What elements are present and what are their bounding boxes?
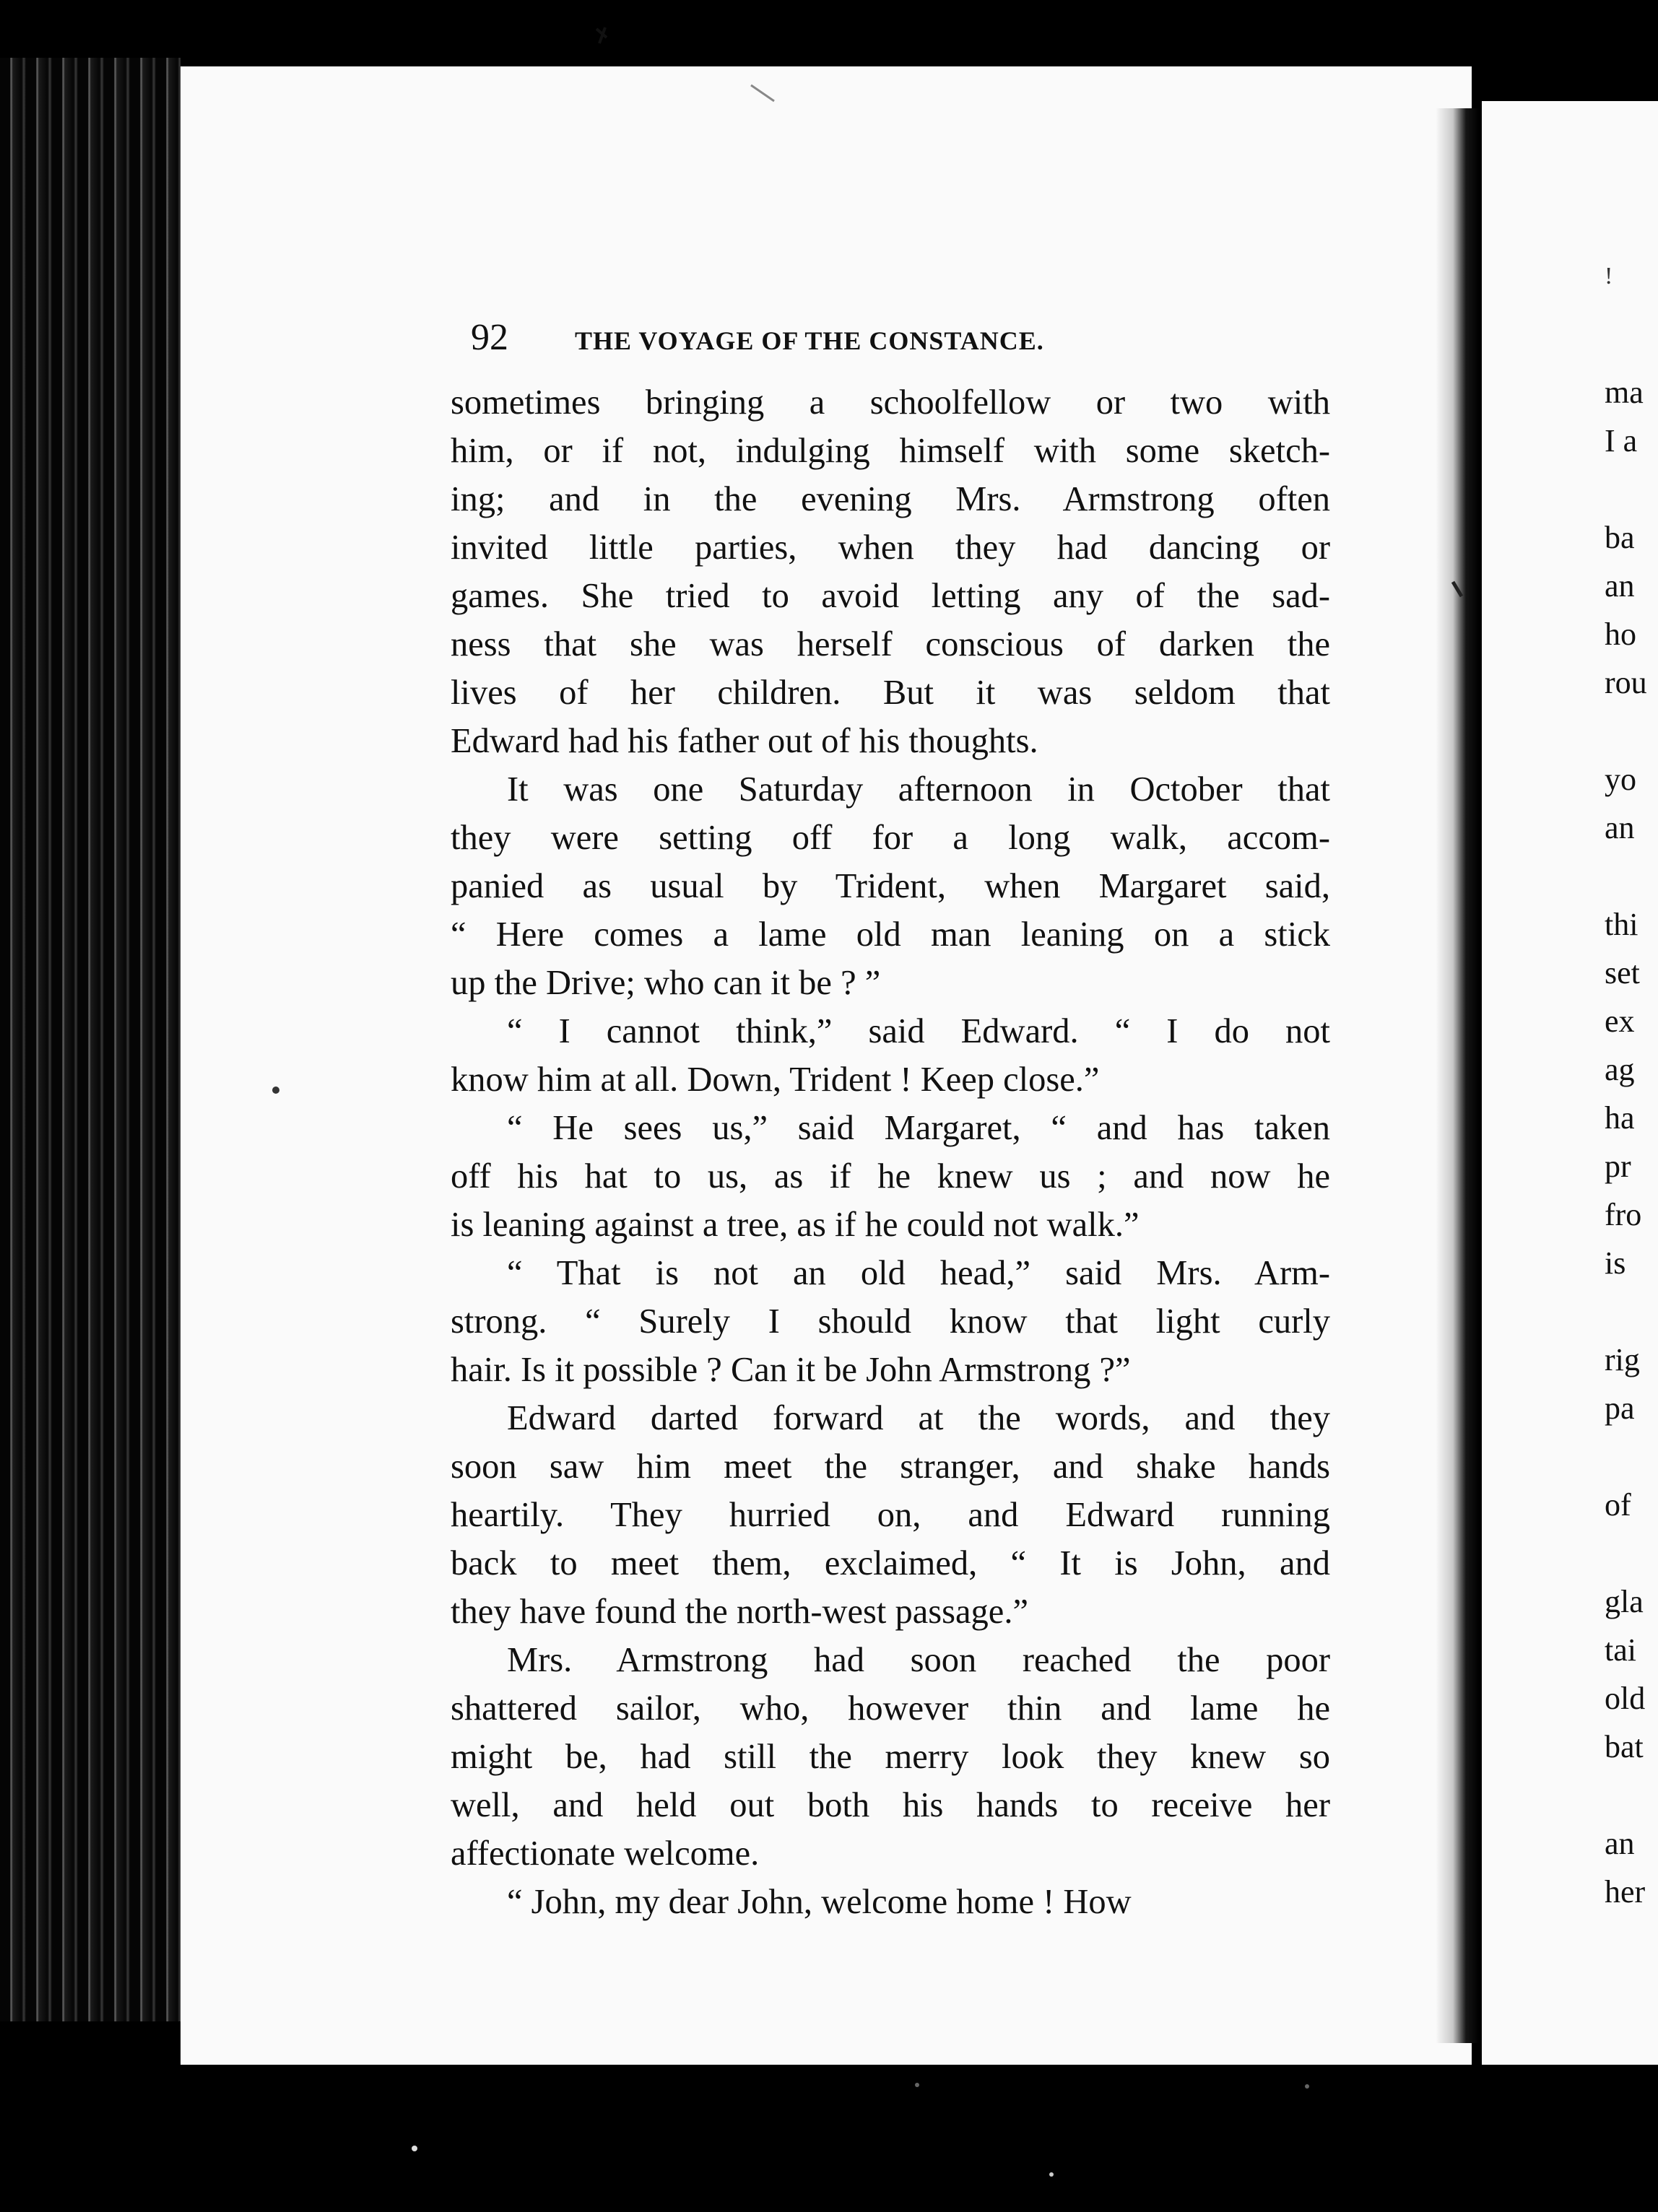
text-line: back to meet them, exclaimed, “ It is John, and bbox=[451, 1544, 1330, 1582]
text-line: Mrs. Armstrong had soon reached the poor bbox=[507, 1641, 1330, 1679]
text-line: might be, had still the merry look they knew so bbox=[451, 1738, 1330, 1776]
text-line: games. She tried to avoid letting any of the sad- bbox=[451, 577, 1330, 615]
text-line: up the Drive; who can it be ? ” bbox=[451, 964, 881, 1002]
facing-line: I a bbox=[1605, 423, 1638, 458]
facing-line: rig bbox=[1605, 1342, 1640, 1377]
text-line: “ Here comes a lame old man leaning on a stick bbox=[451, 915, 1330, 954]
text-line: invited little parties, when they had dancing or bbox=[451, 528, 1330, 567]
text-line: panied as usual by Trident, when Margaret said, bbox=[451, 867, 1330, 905]
facing-line: an bbox=[1605, 810, 1635, 845]
text-line: “ John, my dear John, welcome home ! How bbox=[507, 1883, 1132, 1921]
facing-page-mark: ! bbox=[1605, 263, 1613, 289]
text-line: ness that she was herself conscious of darken the bbox=[451, 625, 1330, 663]
text-line: well, and held out both his hands to receive her bbox=[451, 1786, 1330, 1824]
text-line: heartily. They hurried on, and Edward running bbox=[451, 1496, 1330, 1534]
text-line: is leaning against a tree, as if he could not walk.” bbox=[451, 1206, 1140, 1244]
facing-line: tai bbox=[1605, 1632, 1636, 1668]
facing-line: ma bbox=[1605, 375, 1644, 410]
facing-line: an bbox=[1605, 568, 1635, 604]
running-title: THE VOYAGE OF THE CONSTANCE. bbox=[575, 326, 1044, 355]
text-line: sometimes bringing a schoolfellow or two with bbox=[451, 383, 1330, 422]
facing-line: of bbox=[1605, 1487, 1631, 1523]
text-line: hair. Is it possible ? Can it be John Armstrong ?” bbox=[451, 1351, 1131, 1389]
facing-line: bat bbox=[1605, 1729, 1644, 1764]
facing-line: ho bbox=[1605, 617, 1636, 652]
facing-line: rou bbox=[1605, 665, 1647, 700]
text-line: soon saw him meet the stranger, and shake hands bbox=[451, 1447, 1330, 1486]
facing-line: ha bbox=[1605, 1100, 1635, 1136]
facing-line: pr bbox=[1605, 1149, 1631, 1184]
facing-line: her bbox=[1605, 1874, 1646, 1910]
text-line: “ That is not an old head,” said Mrs. Arm- bbox=[507, 1254, 1330, 1292]
facing-line: gla bbox=[1605, 1584, 1644, 1619]
text-line: Edward darted forward at the words, and they bbox=[507, 1399, 1330, 1437]
text-line: him, or if not, indulging himself with some sketch- bbox=[451, 432, 1330, 470]
facing-line: ag bbox=[1605, 1052, 1635, 1087]
facing-line: old bbox=[1605, 1681, 1646, 1716]
facing-line: ex bbox=[1605, 1003, 1635, 1039]
facing-line: yo bbox=[1605, 762, 1636, 797]
text-line: “ I cannot think,” said Edward. “ I do not bbox=[507, 1012, 1330, 1050]
text-line: off his hat to us, as if he knew us ; and now he bbox=[451, 1157, 1330, 1196]
facing-line: an bbox=[1605, 1826, 1635, 1861]
page-number: 92 bbox=[471, 317, 508, 358]
facing-line: ba bbox=[1605, 520, 1635, 555]
facing-line: fro bbox=[1605, 1197, 1642, 1232]
text-line: strong. “ Surely I should know that light curly bbox=[451, 1302, 1330, 1341]
facing-line: thi bbox=[1605, 907, 1639, 942]
text-line: shattered sailor, who, however thin and lame he bbox=[451, 1689, 1330, 1728]
text-line: they were setting off for a long walk, accom- bbox=[451, 819, 1330, 857]
text-line: know him at all. Down, Trident ! Keep close.” bbox=[451, 1061, 1100, 1099]
text-line: It was one Saturday afternoon in October that bbox=[507, 770, 1330, 809]
text-line: lives of her children. But it was seldom that bbox=[451, 674, 1330, 712]
facing-line: pa bbox=[1605, 1390, 1635, 1426]
facing-line: set bbox=[1605, 955, 1640, 990]
text-line: “ He sees us,” said Margaret, “ and has taken bbox=[507, 1109, 1330, 1147]
text-line: affectionate welcome. bbox=[451, 1834, 760, 1873]
text-line: they have found the north-west passage.” bbox=[451, 1593, 1028, 1631]
text-line: Edward had his father out of his thoughts. bbox=[451, 722, 1038, 760]
facing-line: is bbox=[1605, 1245, 1626, 1281]
text-line: ing; and in the evening Mrs. Armstrong often bbox=[451, 480, 1330, 518]
